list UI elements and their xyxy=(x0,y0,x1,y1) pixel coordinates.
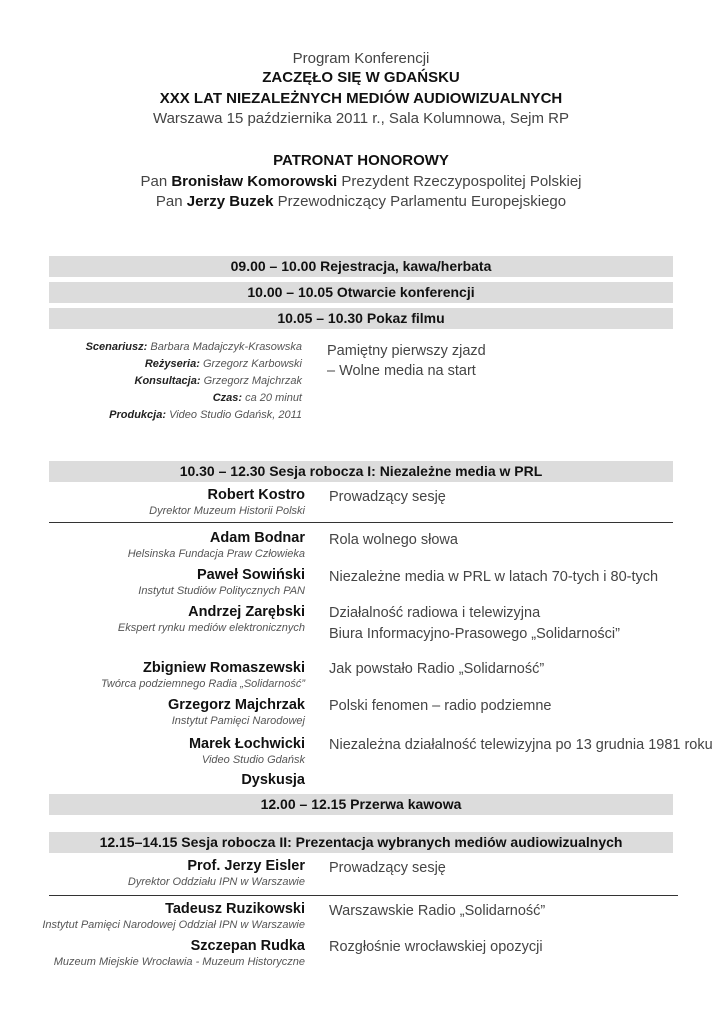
talk-topic: Jak powstało Radio „Solidarność” xyxy=(329,661,545,677)
conference-subtitle: XXX LAT NIEZALEŻNYCH MEDIÓW AUDIOWIZUALNYCH xyxy=(159,90,563,107)
venue-date: Warszawa 15 października 2011 r., Sala Kolumnowa, Sejm RP xyxy=(152,110,570,127)
speaker xyxy=(42,900,305,933)
bar-coffee-break: 12.00 – 12.15 Przerwa kawowa xyxy=(49,794,673,815)
speaker xyxy=(54,937,305,970)
speaker-name: Szczepan Rudka xyxy=(190,938,305,954)
film-title-line2: – Wolne media na start xyxy=(327,363,476,379)
patron-1-name: Bronisław Komorowski xyxy=(171,173,338,190)
film-credits xyxy=(86,339,302,424)
patron-2-name: Jerzy Buzek xyxy=(186,193,274,210)
speaker-name: Robert Kostro xyxy=(207,487,305,503)
speaker-affiliation: Ekspert rynku mediów elektronicznych xyxy=(117,622,305,634)
patron-1 xyxy=(0,173,722,190)
speaker-name: Marek Łochwicki xyxy=(188,736,305,752)
bar-opening: 10.00 – 10.05 Otwarcie konferencji xyxy=(49,282,673,303)
speaker-affiliation: Video Studio Gdańsk xyxy=(201,754,305,766)
program-label: Program Konferencji xyxy=(292,50,430,67)
speaker-name: Prof. Jerzy Eisler xyxy=(187,858,305,874)
patron-1-prefix: Pan xyxy=(140,173,168,190)
speaker xyxy=(128,857,305,890)
bar-film: 10.05 – 10.30 Pokaz filmu xyxy=(49,308,673,329)
speaker-name: Adam Bodnar xyxy=(209,530,305,546)
bar-registration: 09.00 – 10.00 Rejestracja, kawa/herbata xyxy=(49,256,673,277)
patron-2-prefix: Pan xyxy=(155,193,183,210)
talk-topic: Prowadzący sesję xyxy=(329,489,446,505)
divider xyxy=(49,522,673,523)
credit-row: Konsultacja: Grzegorz Majchrzak xyxy=(134,375,302,387)
speaker-affiliation: Instytut Pamięci Narodowej xyxy=(171,715,305,727)
conference-title: ZACZĘŁO SIĘ W GDAŃSKU xyxy=(262,69,460,86)
credit-row: Reżyseria: Grzegorz Karbowski xyxy=(144,358,302,370)
speaker-affiliation: Instytut Studiów Politycznych PAN xyxy=(138,585,305,597)
speaker xyxy=(168,696,305,729)
speaker-name: Tadeusz Ruzikowski xyxy=(165,901,305,917)
talk-topic: Niezależna działalność telewizyjna po 13 grudnia 1981 roku xyxy=(329,737,713,753)
bar-session-1: 10.30 – 12.30 Sesja robocza I: Niezależne media w PRL xyxy=(49,461,673,482)
speaker-name: Paweł Sowiński xyxy=(197,567,305,583)
speaker-affiliation: Dyrektor Oddziału IPN w Warszawie xyxy=(127,876,305,888)
talk-topic-line2: Biura Informacyjno-Prasowego „Solidarności” xyxy=(329,626,620,642)
credit-row: Scenariusz: Barbara Madajczyk-Krasowska xyxy=(85,341,302,353)
speaker-affiliation: Muzeum Miejskie Wrocławia - Muzeum Historyczne xyxy=(53,956,305,968)
speaker xyxy=(101,659,305,692)
speaker xyxy=(189,735,305,768)
speaker-name: Grzegorz Majchrzak xyxy=(168,697,305,713)
discussion-label: Dyskusja xyxy=(241,772,305,788)
talk-topic: Rola wolnego słowa xyxy=(329,532,458,548)
talk-topic: Działalność radiowa i telewizyjna xyxy=(329,605,541,621)
patronage-title: PATRONAT HONOROWY xyxy=(273,152,449,169)
discussion xyxy=(241,771,305,789)
speaker-name: Andrzej Zarębski xyxy=(188,604,305,620)
talk-topic: Rozgłośnie wrocławskiej opozycji xyxy=(329,939,543,955)
speaker xyxy=(138,566,305,599)
divider xyxy=(49,895,678,896)
speaker xyxy=(149,486,305,519)
speaker xyxy=(128,529,305,562)
talk-topic: Warszawskie Radio „Solidarność” xyxy=(329,903,546,919)
speaker-affiliation: Dyrektor Muzeum Historii Polski xyxy=(149,505,305,517)
patron-2 xyxy=(0,193,722,210)
film-title-line1: Pamiętny pierwszy zjazd xyxy=(327,343,486,359)
talk-topic: Niezależne media w PRL w latach 70-tych i 80-tych xyxy=(329,569,659,585)
credit-row: Czas: ca 20 minut xyxy=(212,392,302,404)
talk-topic: Prowadzący sesję xyxy=(329,860,446,876)
patron-2-role: Przewodniczący Parlamentu Europejskiego xyxy=(277,193,567,210)
bar-session-2: 12.15–14.15 Sesja robocza II: Prezentacja wybranych mediów audiowizualnych xyxy=(49,832,673,853)
patron-1-role: Prezydent Rzeczypospolitej Polskiej xyxy=(341,173,582,190)
talk-topic: Polski fenomen – radio podziemne xyxy=(329,698,552,714)
speaker-affiliation: Twórca podziemnego Radia „Solidarność” xyxy=(100,678,305,690)
speaker-affiliation: Helsinska Fundacja Praw Człowieka xyxy=(127,548,305,560)
speaker-affiliation: Instytut Pamięci Narodowej Oddział IPN w Warszawie xyxy=(42,919,305,931)
speaker-name: Zbigniew Romaszewski xyxy=(143,660,305,676)
credit-row: Produkcja: Video Studio Gdańsk, 2011 xyxy=(109,409,302,421)
speaker xyxy=(118,603,305,636)
